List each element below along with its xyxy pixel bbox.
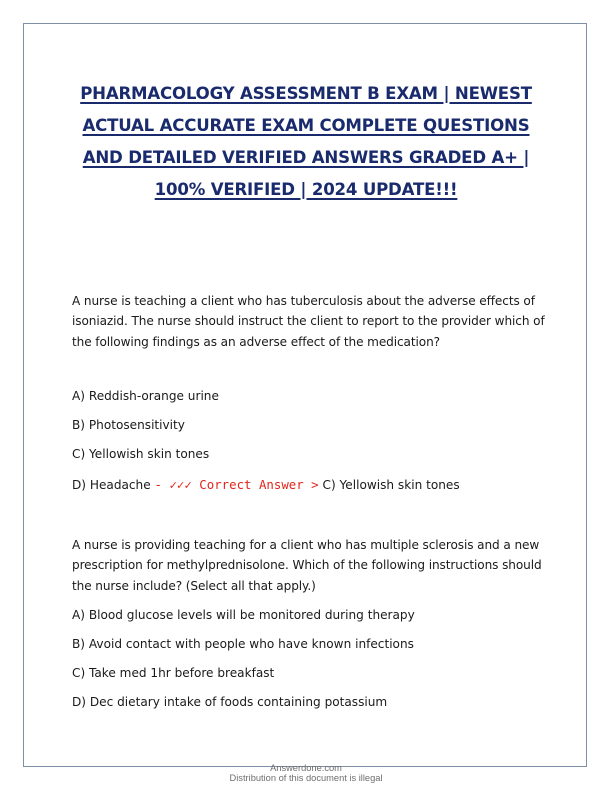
answer-option-d: D) Headache [72,478,151,492]
answer-option-a: A) Reddish-orange urine [72,389,219,403]
answer-option-d: D) Dec dietary intake of foods containing potassium [72,695,388,709]
answer-option-c: C) Take med 1hr before breakfast [72,666,275,680]
correct-answer-text: C) Yellowish skin tones [322,478,460,492]
answer-option-b: B) Avoid contact with people who have known infections [72,637,414,651]
question-text: A nurse is teaching a client who has tuberculosis about the adverse effects of isoniazid. The nurse should instruct the client to report to the provider which of the following findings as an adverse effect of the medication? [72,294,545,349]
document-title: PHARMACOLOGY ASSESSMENT B EXAM | NEWEST ACTUAL ACCURATE EXAM COMPLETE QUESTIONS AND DETAILED VERIFIED ANSWERS GRADED A+ | 100% VERIFIED | 2024 UPDATE!!! [80,84,532,199]
question-block-2 [72,535,552,715]
correct-answer-marker: - ✓✓✓ Correct Answer > [154,477,319,492]
answer-option-b: B) Photosensitivity [72,418,185,432]
footer-site: Answerdone.com [270,763,342,773]
footer-notice: Distribution of this document is illegal [229,773,383,783]
question-block-1 [72,291,552,501]
answer-option-a: A) Blood glucose levels will be monitored during therapy [72,608,415,622]
question-text: A nurse is providing teaching for a client who has multiple sclerosis and a new prescription for methylprednisolone. Which of the following instructions should the nurse include? (Select all that apply.) [72,538,542,593]
answer-option-c: C) Yellowish skin tones [72,447,210,461]
answer-option-d-row [72,475,460,495]
